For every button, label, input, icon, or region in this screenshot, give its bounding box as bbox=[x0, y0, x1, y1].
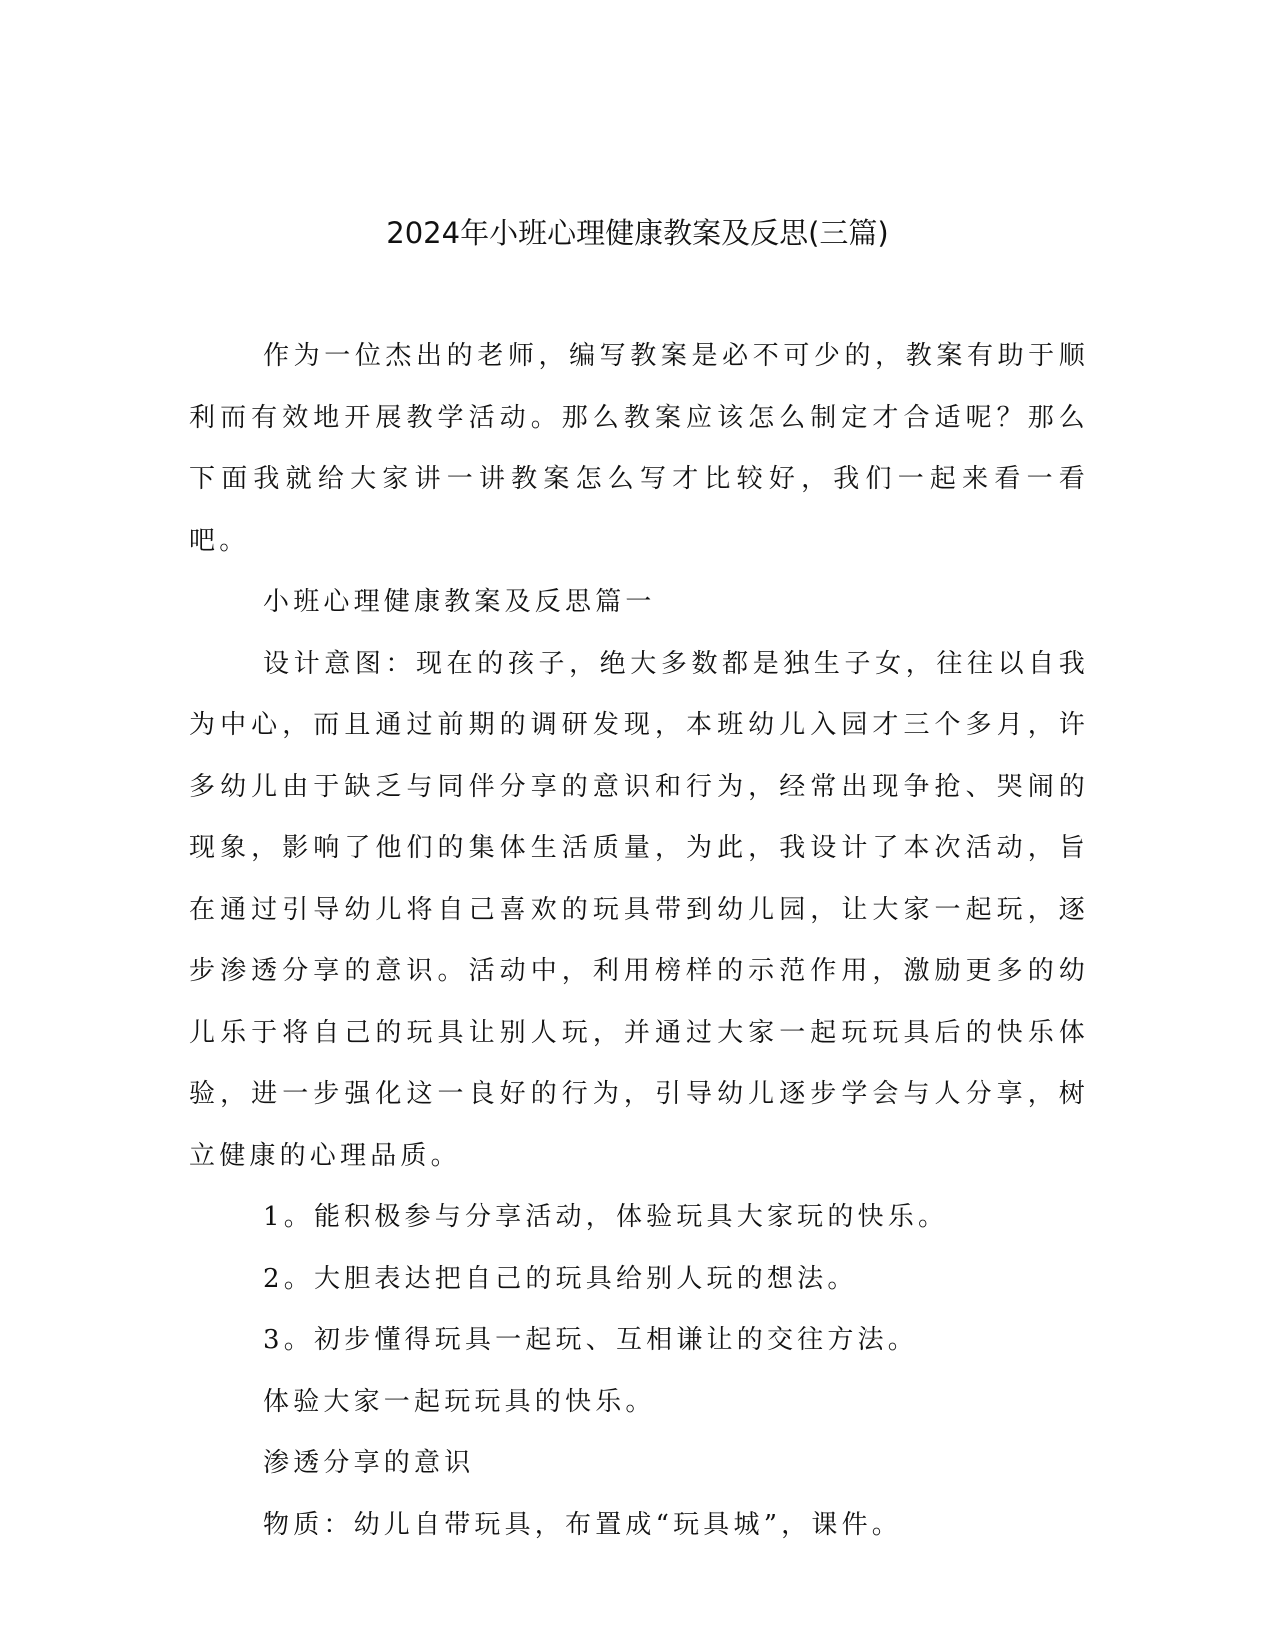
goal-item-3: 3。初步懂得玩具一起玩、互相谦让的交往方法。 bbox=[263, 1325, 918, 1355]
difficulty-paragraph: 渗透分享的意识 bbox=[263, 1448, 475, 1478]
design-intent-paragraph: 设计意图：现在的孩子，绝大多数都是独生子女，往往以自我为中心，而且通过前期的调研发现，本班幼儿入园才三个多月，许多幼儿由于缺乏与同伴分享的意识和行为，经常出现争抢、哭闹的现象，影响了他们的集体生活质量，为此，我设计了本次活动，旨在通过引导幼儿将自己喜欢的玩具带到幼儿园，让大家一起玩，逐步渗透分享的意识。活动中，利用榜样的示范作用，激励更多的幼儿乐于将自己的玩具让别人玩，并通过大家一起玩玩具后的快乐体验，进一步强化这一良好的行为，引导幼儿逐步学会与人分享，树立健康的心理品质。 bbox=[189, 648, 1089, 1171]
section-heading: 小班心理健康教案及反思篇一 bbox=[263, 587, 656, 617]
materials-paragraph: 物质：幼儿自带玩具，布置成“玩具城”，课件。 bbox=[263, 1509, 902, 1540]
intro-paragraph: 作为一位杰出的老师，编写教案是必不可少的，教案有助于顺利而有效地开展教学活动。那么教案应该怎么制定才合适呢？那么下面我就给大家讲一讲教案怎么写才比较好，我们一起来看一看吧。 bbox=[189, 341, 1089, 556]
goal-item-1: 1。能积极参与分享活动，体验玩具大家玩的快乐。 bbox=[263, 1202, 949, 1232]
document-body bbox=[189, 326, 1089, 1556]
document-title: 2024年小班心理健康教案及反思(三篇) bbox=[386, 216, 889, 250]
key-point-paragraph: 体验大家一起玩玩具的快乐。 bbox=[263, 1386, 656, 1417]
goal-item-2: 2。大胆表达把自己的玩具给别人玩的想法。 bbox=[263, 1263, 858, 1294]
